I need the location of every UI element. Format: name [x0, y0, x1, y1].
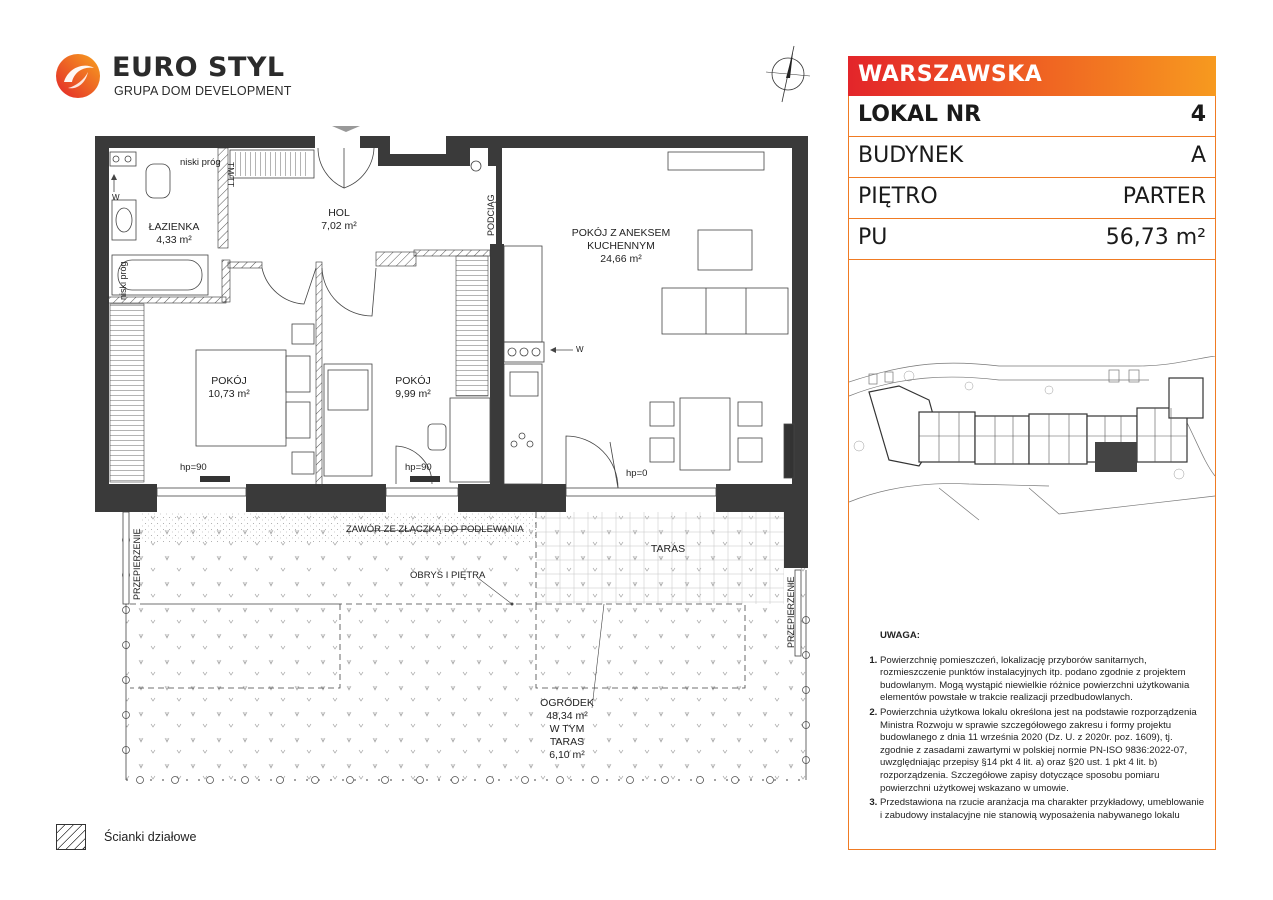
brand-subtitle: GRUPA DOM DEVELOPMENT	[114, 84, 292, 98]
info-value-floor: PARTER	[1122, 184, 1206, 209]
label-w-bath: W	[112, 193, 120, 202]
label-tm-tt: TM/TT	[226, 162, 236, 188]
info-row-unit	[848, 96, 1216, 137]
label-beam: PODCIĄG	[486, 194, 496, 236]
note-item: 2. Powierzchnia użytkowa lokalu określona jest na podstawie rozporządzenia Ministra Rozwoju w sprawie szczegółowego zakresu i formy projektu budowlanego z dnia 11 września 2020 (Dz. U. z 2020r. poz. 1609), tj. zgodnie z zasadami zawartymi w polskiej normie PN-ISO 9836:2022-07, uwzględniając przepisy §14 pkt 4 lit. a) oraz §20 ust. 1 pkt 4 lit. b) rozporządzenia. Szczegółowe zapisy dotyczące sposobu pomiaru powierzchni użytkowej wskazano w umowie.	[880, 707, 1205, 795]
room-living-kitchen	[560, 227, 682, 266]
room-garden	[536, 697, 598, 762]
investment-name: WARSZAWSKA	[858, 62, 1043, 87]
room-garden-sub-area: 6,10 m²	[549, 749, 585, 761]
site-plan-unit-highlight	[1095, 442, 1137, 472]
label-first-floor-outline: OBRYS I PIĘTRA	[410, 570, 486, 581]
site-plan-map	[849, 356, 1215, 522]
label-low-threshold: niski próg	[180, 157, 221, 168]
room-hall	[304, 207, 374, 233]
room-bathroom-name: ŁAZIENKA	[148, 221, 200, 233]
notes-list	[860, 655, 1205, 823]
room-bedroom-1-area: 10,73 m²	[208, 388, 250, 400]
notes-title: UWAGA:	[880, 630, 920, 641]
info-label-building: BUDYNEK	[858, 143, 964, 168]
investment-header	[848, 56, 1216, 96]
wall-bottom	[95, 484, 157, 512]
room-living-kitchen-name1: POKÓJ Z ANEKSEM	[571, 227, 671, 239]
info-value-area: 56,73 m²	[1105, 225, 1206, 250]
label-hp90-a: hp=90	[180, 462, 207, 473]
label-hp90-b: hp=90	[405, 462, 432, 473]
room-living-kitchen-name2: KUCHENNYM	[587, 240, 655, 252]
label-hp0: hp=0	[626, 468, 648, 479]
room-bedroom-1	[194, 375, 264, 401]
legend-partition-swatch	[56, 824, 86, 850]
room-hall-name: HOL	[328, 207, 350, 219]
room-bedroom-2	[380, 375, 446, 401]
terrace-tiles	[536, 512, 784, 604]
label-w-kitchen: W	[576, 345, 584, 354]
note-item: 1. Powierzchnię pomieszczeń, lokalizację przyborów sanitarnych, rozmieszczenie punktów instalacyjnych itp. podano zgodnie z projektem budowlanym. Mogą wystąpić niewielkie różnice powierzchni użytkowania elementów powstałe w trakcie realizacji przedbudowlanych.	[880, 655, 1205, 705]
note-item: 3. Przedstawiona na rzucie aranżacja ma charakter przykładowy, umeblowanie i zabudowy instalacyjne nie stanowią wyposażenia nabywanego lokalu	[880, 797, 1205, 822]
room-bedroom-2-area: 9,99 m²	[395, 388, 431, 400]
room-bathroom-area: 4,33 m²	[156, 234, 192, 246]
info-label-floor: PIĘTRO	[858, 184, 938, 209]
info-row-floor	[848, 178, 1216, 219]
room-bathroom	[142, 221, 206, 247]
info-label-unit: LOKAL NR	[858, 102, 982, 127]
room-living-kitchen-area: 24,66 m²	[600, 253, 642, 265]
room-garden-sub2: TARAS	[549, 736, 585, 748]
notes-section	[860, 630, 1205, 824]
label-low-threshold-2: niski próg	[118, 261, 128, 300]
wall-left	[95, 136, 109, 512]
legend-partition-label: Ścianki działowe	[104, 830, 197, 844]
label-valve: ZAWÓR ZE ZŁĄCZKĄ DO PODLEWANIA	[346, 524, 524, 535]
room-bedroom-2-name: POKÓJ	[395, 375, 431, 387]
info-value-building: A	[1190, 143, 1206, 168]
room-hall-area: 7,02 m²	[321, 220, 357, 232]
brand-name: EURO STYL	[112, 52, 285, 83]
label-partition-left: PRZEPIERZENIE	[132, 528, 142, 600]
info-row-building	[848, 137, 1216, 178]
room-garden-name: OGRÓDEK	[540, 697, 594, 709]
wall-right	[792, 136, 808, 516]
label-partition-right: PRZEPIERZENIE	[786, 576, 796, 648]
room-bedroom-1-name: POKÓJ	[211, 375, 247, 387]
room-garden-sub1: W TYM	[549, 723, 585, 735]
room-garden-area: 48,34 m²	[546, 710, 588, 722]
info-row-area	[848, 219, 1216, 260]
label-terrace: TARAS	[650, 543, 686, 555]
info-label-area: PU	[858, 225, 888, 250]
info-value-unit: 4	[1190, 102, 1206, 127]
